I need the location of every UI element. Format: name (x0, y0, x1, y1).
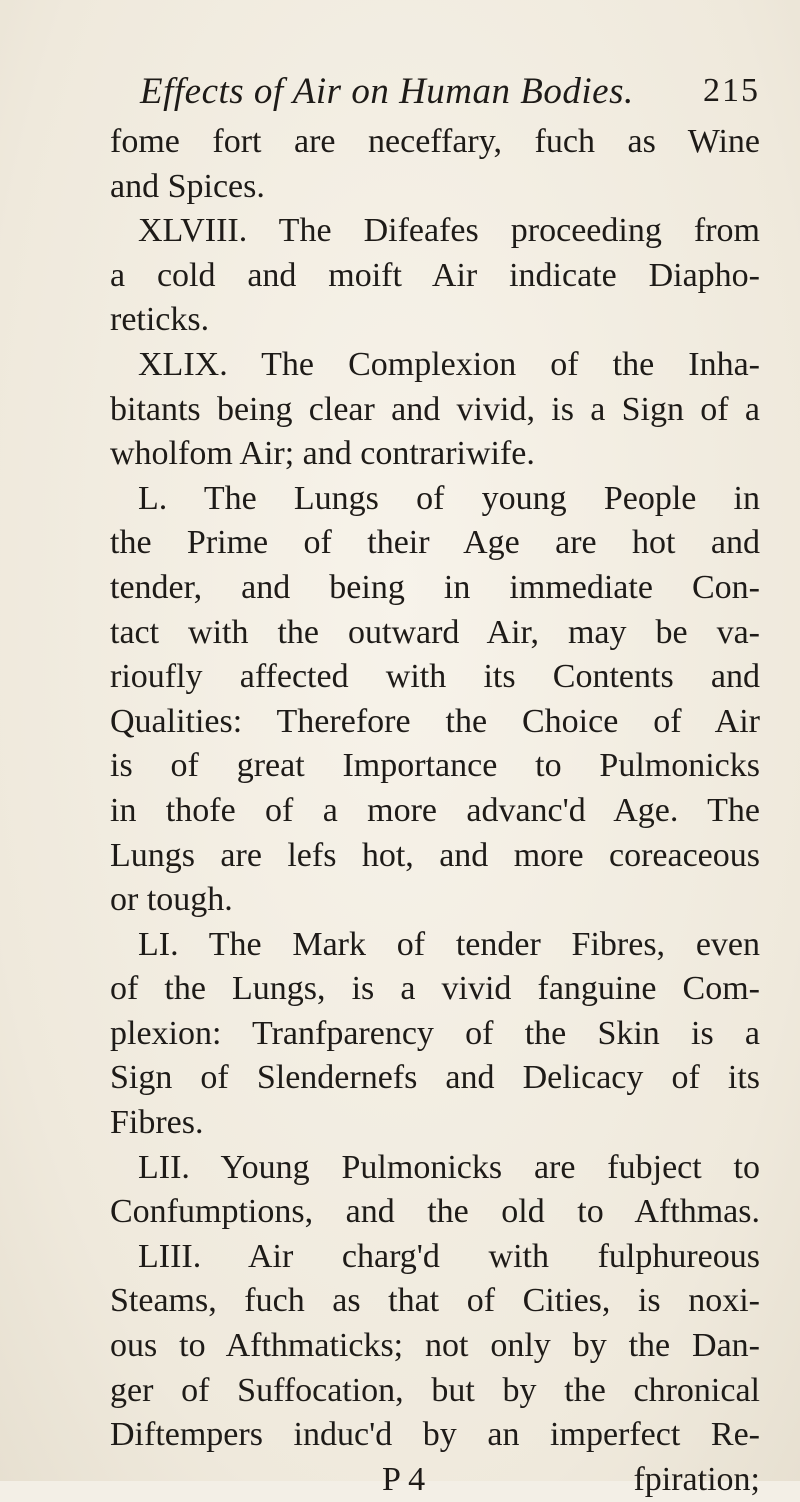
signature-line (110, 1458, 760, 1502)
text-line: reticks. (110, 301, 210, 339)
text-line: rioufly affected with its Contents and (110, 658, 760, 696)
text-line: LII. Young Pulmonicks are fubject to (138, 1148, 760, 1186)
text-line: Sign of Slendernefs and Delicacy of its (110, 1059, 760, 1097)
text-line: XLVIII. The Difeafes proceeding from (138, 212, 760, 250)
text-line: tender, and being in immediate Con- (110, 568, 760, 606)
text-line: Fibres. (110, 1104, 204, 1142)
text-line: tact with the outward Air, may be va- (110, 613, 760, 651)
signature-mark: P 4 (382, 1460, 426, 1498)
text-line: ger of Suffocation, but by the chronical (110, 1371, 760, 1409)
text-line: fome fort are neceffary, fuch as Wine (110, 123, 760, 160)
text-line: bitants being clear and vivid, is a Sign of a (110, 390, 760, 428)
text-line: L. The Lungs of young People in (138, 479, 760, 517)
text-line: a cold and moift Air indicate Diapho- (110, 256, 760, 294)
catchword: fpiration; (633, 1460, 760, 1498)
text-line: the Prime of their Age are hot and (110, 524, 760, 562)
text-line: Confumptions, and the old to Afthmas. (110, 1193, 760, 1231)
text-line: Lungs are lefs hot, and more coreaceous (110, 836, 760, 874)
text-line: XLIX. The Complexion of the Inha- (138, 345, 760, 383)
running-head-title: Effects of Air on Human Bodies. (140, 71, 634, 112)
text-line: is of great Importance to Pulmonicks (110, 747, 760, 785)
text-line: Steams, fuch as that of Cities, is noxi- (110, 1282, 760, 1320)
text-line: ous to Afthmaticks; not only by the Dan- (110, 1327, 760, 1365)
body-text (110, 120, 760, 1502)
text-line: LIII. Air charg'd with fulphureous (138, 1237, 760, 1275)
text-line: of the Lungs, is a vivid fanguine Com- (110, 970, 760, 1008)
text-line: LI. The Mark of tender Fibres, even (138, 925, 760, 963)
text-line: or tough. (110, 881, 233, 919)
text-line: wholfom Air; and contrariwife. (110, 435, 535, 473)
page-number: 215 (703, 72, 760, 109)
running-head (140, 70, 760, 120)
text-line: in thofe of a more advanc'd Age. The (110, 791, 760, 829)
text-line: plexion: Tranfparency of the Skin is a (110, 1014, 760, 1052)
text-line: and Spices. (110, 167, 265, 205)
text-line: Diftempers induc'd by an imperfect Re- (110, 1416, 760, 1454)
text-line: Qualities: Therefore the Choice of Air (110, 702, 760, 740)
